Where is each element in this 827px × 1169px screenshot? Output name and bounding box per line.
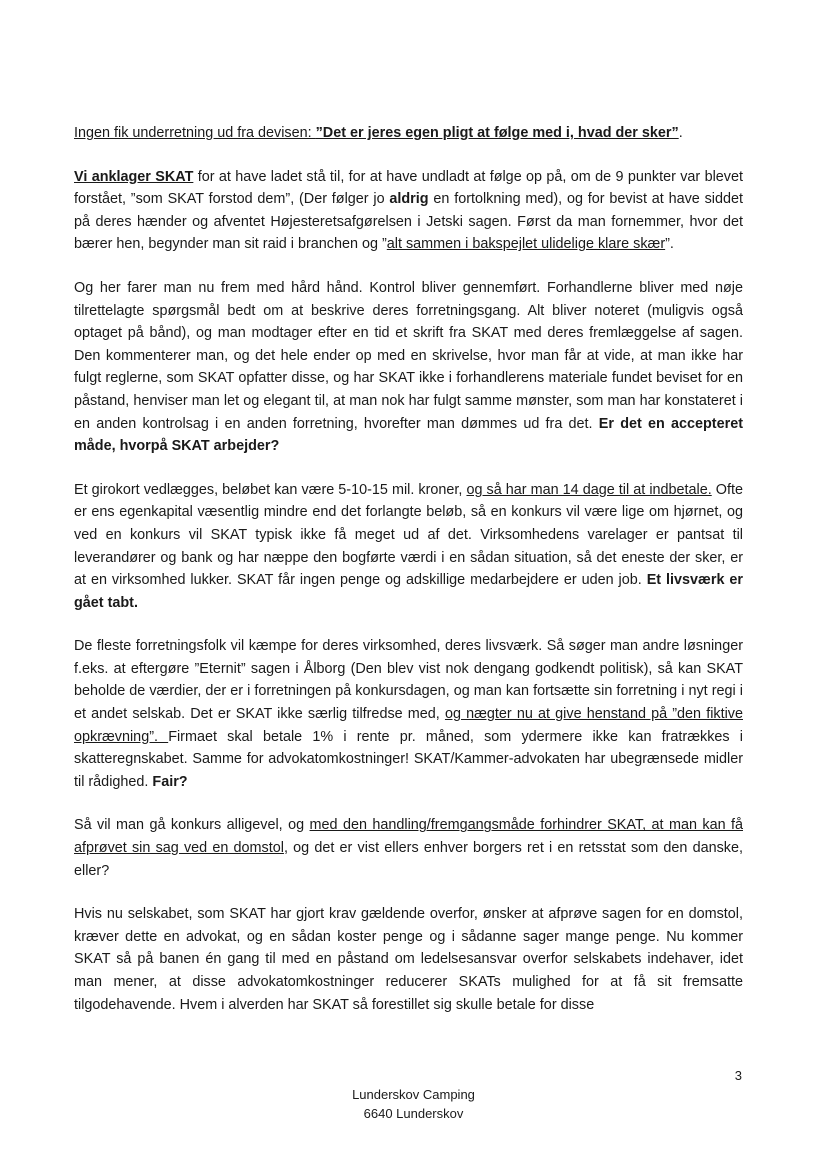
page-number: 3 (734, 1068, 742, 1083)
paragraph-1 (74, 122, 743, 145)
text-run: Ofte er ens egenkapital væsentlig mindre end det forlangte beløb, så en konkurs vil være lige om hjørnet, og ved en konkurs vil SKAT typisk ikke få meget ud af det. Virksomhedens varelager er pantsat til leverandører og bank og har næppe den bogførte værdi i en sådan situation, så det eneste der sker, er at en virksomhed lukker. SKAT får ingen penge og adskillige medarbejdere er uden job. (74, 481, 743, 589)
text-run: Firmaet skal betale 1% i rente pr. måned, som ydermere ikke kan fratrækkes i skatteregnskabet. Samme for advokatomkostninger! SKAT/Kammer-advokaten har ubegrænsede midler til rådighed. (74, 728, 743, 790)
paragraph-2 (74, 166, 743, 256)
footer-line-name: Lunderskov Camping (352, 1087, 475, 1102)
text-run: Og her farer man nu frem med hård hånd. Kontrol bliver gennemført. Forhandlerne bliver med nøje tilrettelagte spørgsmål bedt om at beskrive deres forretningsgang. Alt bliver noteret (muligvis også optaget på bånd), og man modtager efter en tid et skrift fra SKAT med deres fremlæggelse af sagen. Den kommenterer man, og det hele ender op med en skrivelse, hvor man får at vide, at man ikke har fulgt reglerne, som SKAT opfatter disse, og har SKAT ikke i forhandlerens materiale fundet beviset for en påstand, henviser man let og elegant til, at man nok har fulgt samme mønster, som man har konstateret i en anden kontrolsag i en anden forretning, hvorefter man dømmes ud fra det. (74, 279, 743, 432)
text-run: og nægter nu at give henstand på ”den fiktive opkrævning”. (74, 706, 743, 745)
text-run: for at have ladet stå til, for at have undladt at følge op på, om de 9 punkter var blevet forstået, ”som SKAT forstod dem”, (Der følger jo (74, 168, 743, 208)
footer-line-address: 6640 Lunderskov (363, 1106, 464, 1121)
text-run: afprøvet sin sag ved en domstol (74, 840, 284, 857)
document-body (74, 122, 743, 1037)
text-run: aldrig (389, 191, 429, 208)
paragraph-7 (74, 903, 743, 1016)
text-run: Vi anklager SKAT (74, 168, 194, 185)
paragraph-4 (74, 479, 743, 615)
text-run: . (678, 125, 683, 141)
text-run: Et girokort vedlægges, beløbet kan være 5-10-15 mil. kroner, (74, 481, 467, 498)
paragraph-6 (74, 814, 743, 882)
footer (0, 1085, 827, 1123)
text-run: ”. (665, 236, 674, 253)
text-run: , og det er vist ellers enhver borgers ret i en retsstat som den danske, eller? (74, 840, 743, 879)
text-run: og så har man 14 dage til at indbetale. (466, 481, 712, 498)
text-run: en fortolkning med), og for bevist at have siddet på deres hænder og afventet Højesteretsafgørelsen i Jetski sagen. Først da man fornemmer, hvor det bærer hen, begynder man sit raid i branchen og ” (74, 191, 743, 253)
text-run: Er det en accepteret måde, hvorpå SKAT arbejder? (74, 415, 743, 455)
paragraph-3 (74, 277, 743, 458)
text-run: ”Det er jeres egen pligt at følge med i, hvad der sker” (315, 125, 679, 141)
text-run: Ingen fik underretning ud fra devisen: (74, 125, 316, 141)
text-run: Så vil man gå konkurs alligevel, og (74, 817, 310, 834)
paragraph-5 (74, 635, 743, 793)
text-run: Et livsværk er gået tabt. (74, 572, 743, 611)
text-run: Hvis nu selskabet, som SKAT har gjort krav gældende overfor, ønsker at afprøve sagen for en domstol, kræver dette en advokat, og en sådan koster penge og i sådanne sager mange penge. Nu kommer SKAT så på banen én gang til med en påstand om ledelsesansvar overfor selskabets indehaver, idet man mener, at disse advokatomkostninger reducerer SKATs mulighed for at få sit fremsatte tilgodehavende. Hvem i alverden har SKAT så forestillet sig skulle betale for disse (74, 906, 743, 1013)
text-run: alt sammen i bakspejlet ulidelige klare skær (386, 236, 666, 253)
text-run: De fleste forretningsfolk vil kæmpe for deres virksomhed, deres livsværk. Så søger man andre løsninger f.eks. at eftergøre ”Eternit” sagen i Ålborg (Den blev vist nok dengang godkendt politisk), så kan SKAT beholde de værdier, der er i forretningen på konkursdagen, og man kan fortsætte sin forretning i nyt regi i et andet selskab. Det er SKAT ikke særlig tilfredse med, (74, 638, 743, 723)
text-run: Fair? (152, 773, 188, 790)
text-run: med den handling/fremgangsmåde forhindrer SKAT, at man kan få (309, 817, 743, 834)
